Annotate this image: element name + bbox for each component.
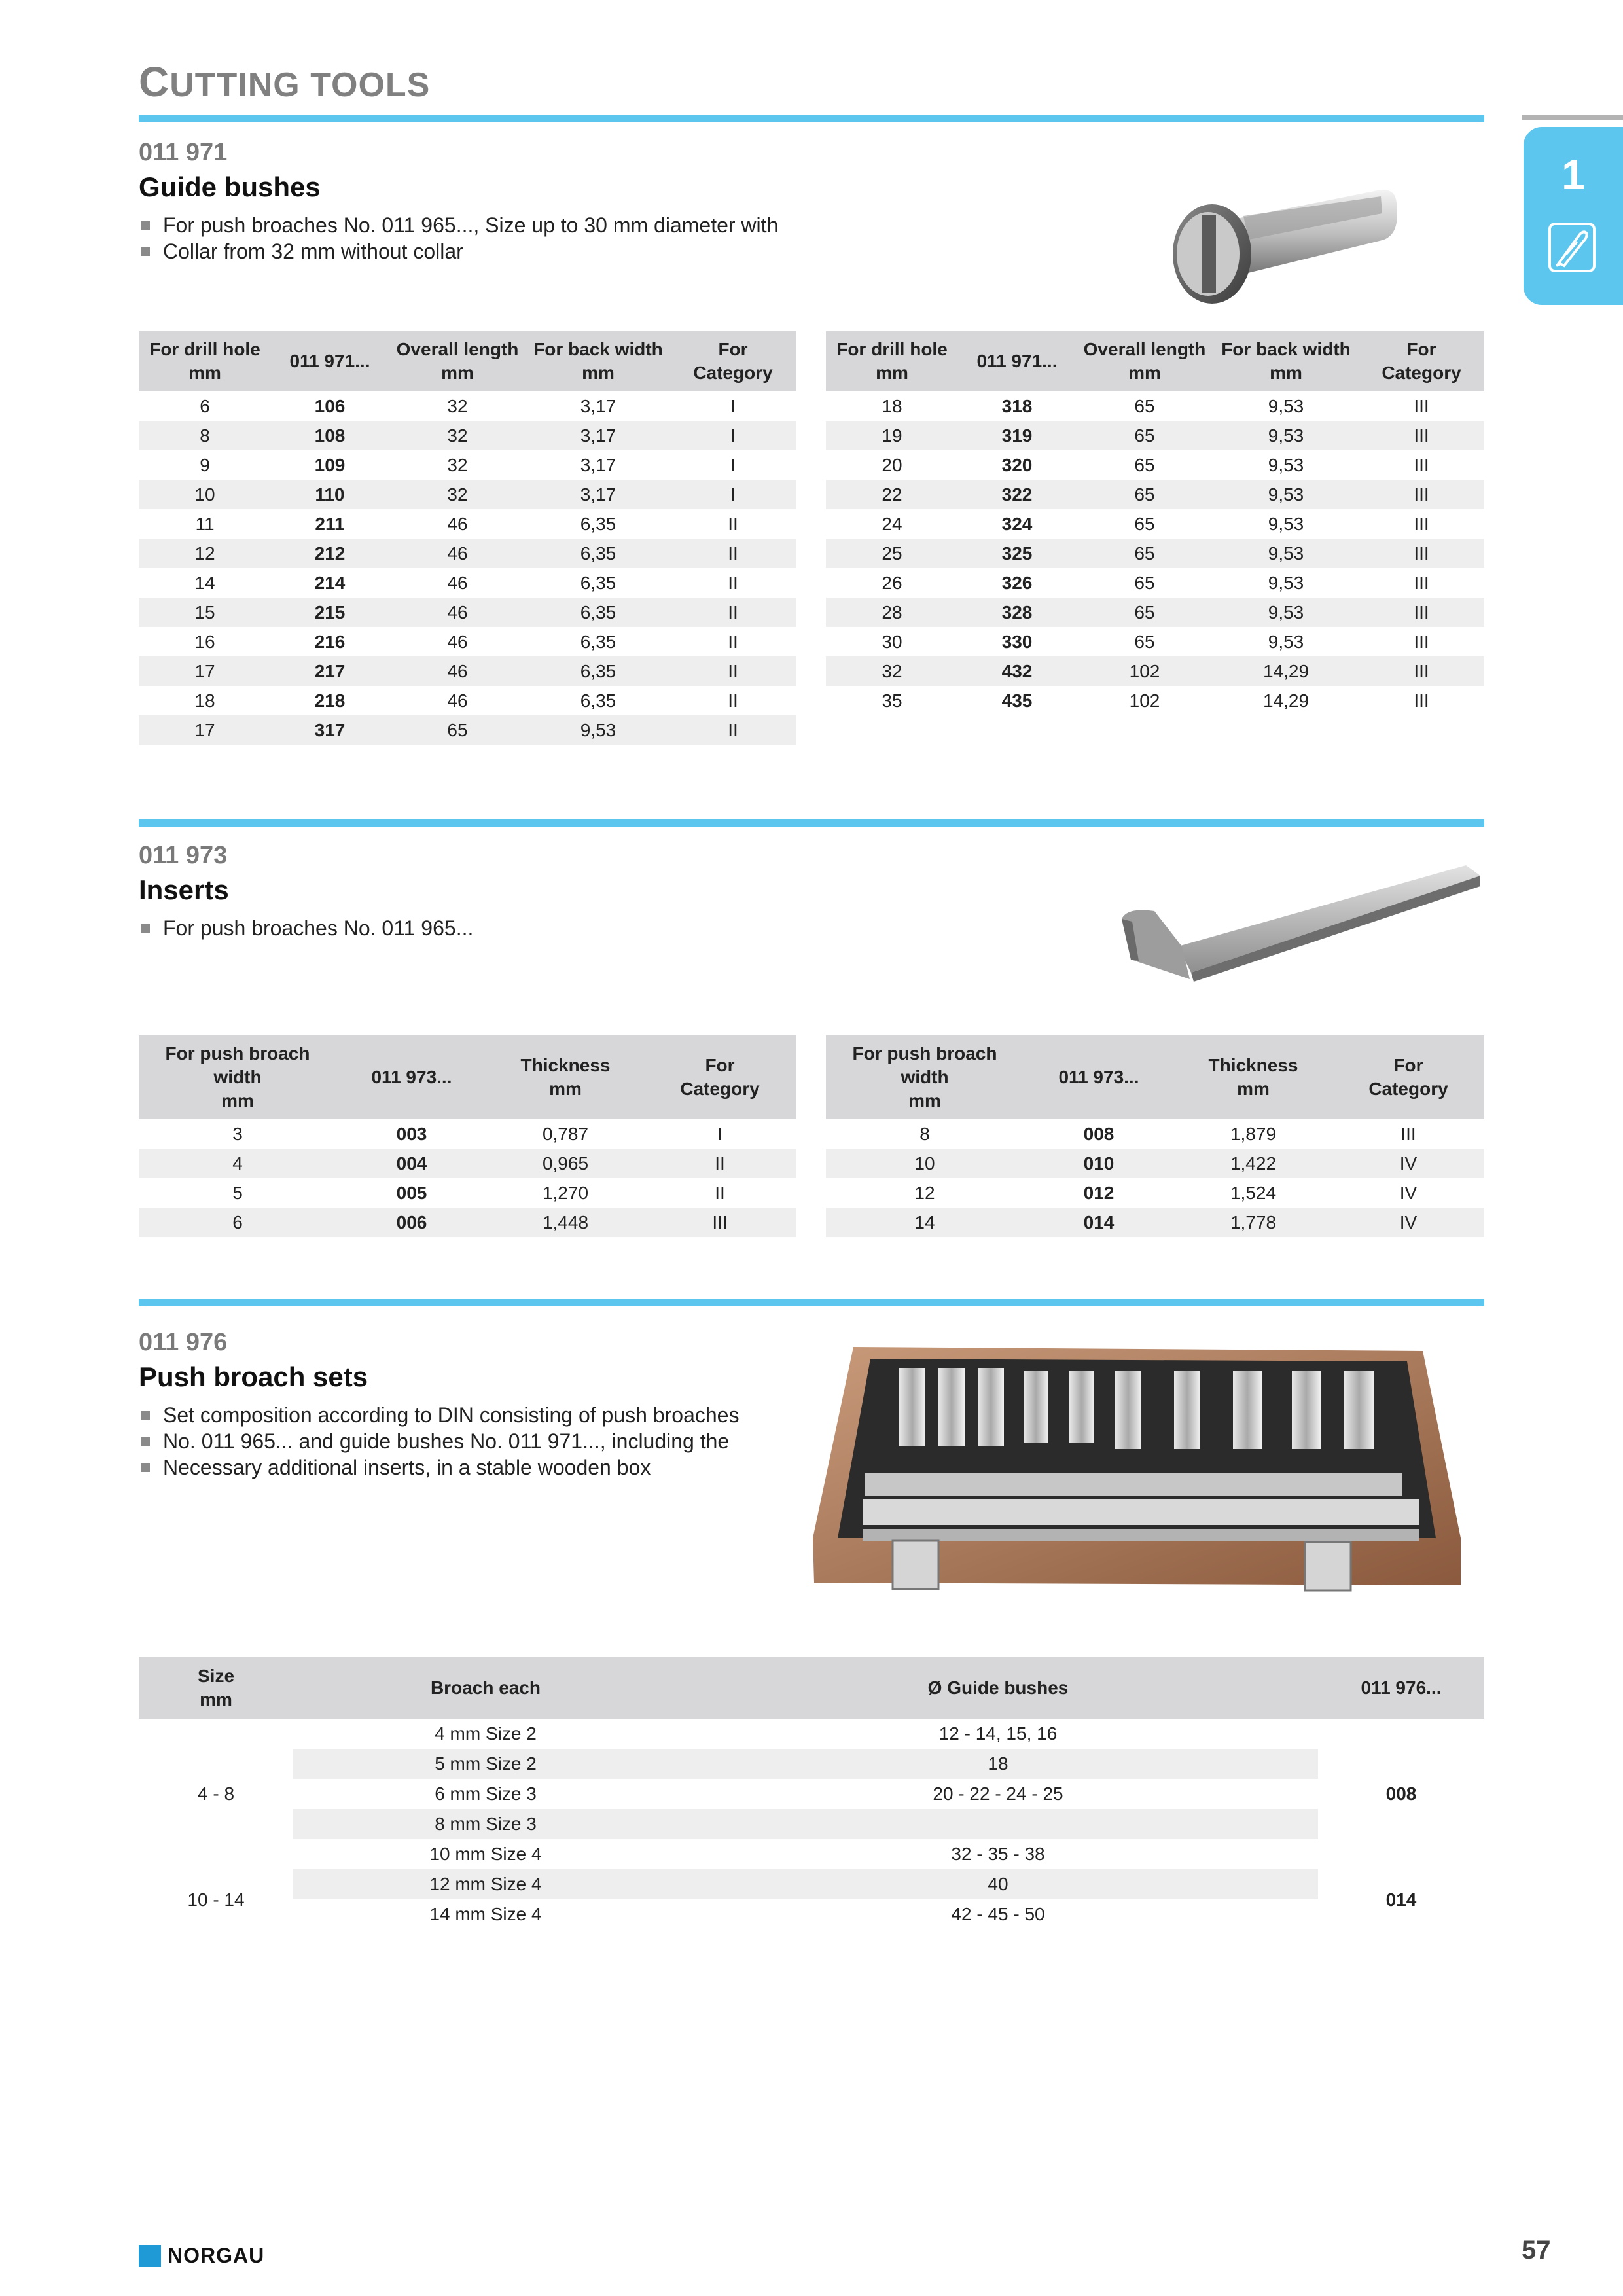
table-cell: 32 (447, 395, 468, 416)
table-header-row (139, 331, 796, 391)
table-cell: 3,17 (526, 421, 670, 450)
table-cell: II (728, 631, 738, 652)
broach-each-cell: 10 mm Size 4 (429, 1844, 542, 1864)
brand-name: NORGAU (168, 2244, 265, 2267)
table-header-row (826, 1035, 1484, 1119)
table-cell: 20 (882, 454, 902, 475)
table-cell: 110 (271, 480, 389, 509)
table-cell: 435 (1001, 690, 1033, 711)
table-cell: 14,29 (1213, 656, 1359, 686)
table-cell: 9 (200, 454, 210, 475)
column-header: 011 973... (336, 1035, 487, 1119)
section2-name: Inserts (139, 874, 229, 905)
table-cell: IV (1332, 1149, 1484, 1178)
table-cell: 46 (389, 656, 526, 686)
column-header: Overall length mm (389, 331, 526, 391)
table-row (139, 1149, 796, 1178)
table-cell: 6,35 (580, 572, 616, 593)
table-cell: 46 (447, 690, 468, 711)
brand-square-icon (139, 2245, 161, 2267)
bullet-item: For push broaches No. 011 965..., Size up to 30 mm diameter with (141, 212, 778, 238)
table-cell: 8 (919, 1123, 930, 1144)
chapter-number: 1 (1561, 151, 1585, 198)
table-cell: 014 (1024, 1208, 1174, 1237)
table-cell: 65 (1134, 513, 1155, 534)
table-cell: 102 (1076, 656, 1213, 686)
broach-each-cell: 6 mm Size 3 (435, 1784, 537, 1804)
table-cell: 215 (271, 598, 389, 627)
bullet-square-icon (141, 924, 150, 933)
table-row (139, 715, 796, 745)
section1-bullets (141, 212, 778, 264)
page-title: CUTTING TOOLS (139, 58, 431, 105)
table-cell: 005 (396, 1182, 427, 1203)
bullet-square-icon (141, 247, 150, 256)
table-cell: III (1359, 656, 1484, 686)
table-cell: 46 (447, 513, 468, 534)
table-row (293, 1899, 1318, 1929)
column-header: 011 971... (958, 331, 1076, 391)
table-cell: I (670, 480, 796, 509)
section1-name: Guide bushes (139, 171, 321, 202)
table-cell: 318 (1001, 395, 1033, 416)
table-cell: 11 (195, 513, 215, 534)
table-cell: III (1359, 598, 1484, 627)
table-cell: 10 (826, 1149, 1024, 1178)
table-row (139, 656, 796, 686)
table-cell: 3 (232, 1123, 243, 1144)
table-cell: 328 (958, 598, 1076, 627)
column-header: Thickness mm (487, 1035, 644, 1119)
table-cell: 004 (336, 1149, 487, 1178)
table-cell: 3,17 (580, 454, 616, 475)
table-cell: 17 (139, 715, 271, 745)
table-cell: 3,17 (580, 395, 616, 416)
table-cell: 322 (958, 480, 1076, 509)
column-header: For Category (1332, 1035, 1484, 1119)
table-cell: 17 (139, 656, 271, 686)
table-cell: 108 (271, 421, 389, 450)
table-cell: III (1414, 631, 1429, 652)
table-cell: 003 (396, 1123, 427, 1144)
column-header: For push broach width mm (139, 1035, 336, 1119)
table-row (139, 568, 796, 598)
table-cell: 65 (1134, 395, 1155, 416)
bullet-square-icon (141, 1437, 150, 1446)
table-cell: 6,35 (526, 656, 670, 686)
side-tab-rule (1522, 115, 1623, 120)
table-cell: 46 (389, 539, 526, 568)
section3-name: Push broach sets (139, 1361, 368, 1392)
guide-bushes-cell: 40 (988, 1874, 1008, 1894)
table-cell: I (670, 421, 796, 450)
table-cell: III (1400, 1123, 1416, 1144)
table-cell: 432 (958, 656, 1076, 686)
table-cell: 32 (447, 454, 468, 475)
table-cell: IV (1399, 1182, 1418, 1203)
table-cell: 216 (314, 631, 346, 652)
bullet-square-icon (141, 1411, 150, 1420)
wooden-box-set-image (808, 1342, 1462, 1600)
page-number: 57 (1522, 2236, 1551, 2265)
table-cell: III (1414, 395, 1429, 416)
table-cell: 218 (314, 690, 346, 711)
table-cell: 325 (958, 539, 1076, 568)
table-cell: 65 (1134, 454, 1155, 475)
column-header: For back width mm (526, 331, 670, 391)
table-row (139, 686, 796, 715)
table-row (826, 509, 1484, 539)
table-cell: 65 (389, 715, 526, 745)
table-cell: 1,879 (1230, 1123, 1277, 1144)
table-row (826, 656, 1484, 686)
table-cell: 65 (1134, 572, 1155, 593)
table-cell: 217 (271, 656, 389, 686)
section3-rule (139, 1299, 1484, 1306)
section3-code: 011 976 (139, 1329, 228, 1356)
table-cell: 0,965 (487, 1149, 644, 1178)
table-cell: 006 (336, 1208, 487, 1237)
table-cell: 319 (958, 421, 1076, 450)
inserts-table-right (826, 1035, 1484, 1237)
table-cell: 211 (315, 513, 345, 534)
set-code-008: 008 (1385, 1784, 1417, 1804)
section3-bullets (141, 1402, 739, 1480)
table-cell: II (728, 690, 738, 711)
bullet-item: For push broaches No. 011 965... (141, 915, 473, 941)
bullet-item: Collar from 32 mm without collar (141, 238, 778, 264)
table-cell: 19 (826, 421, 958, 450)
table-header-row (826, 331, 1484, 391)
table-cell: 6,35 (526, 598, 670, 627)
table-cell: 1,422 (1174, 1149, 1332, 1178)
table-cell: II (670, 539, 796, 568)
table-cell: 012 (1083, 1182, 1115, 1203)
table-row (139, 391, 796, 421)
table-cell: 008 (1083, 1123, 1115, 1144)
column-header: For Category (1359, 331, 1484, 391)
table-cell: 18 (882, 395, 902, 416)
table-cell: II (728, 572, 738, 593)
table-row (139, 539, 796, 568)
table-cell: 9,53 (1213, 598, 1359, 627)
table-cell: III (1414, 454, 1429, 475)
header-guide-bushes: Ø Guide bushes (927, 1677, 1069, 1698)
table-cell: 9,53 (1268, 513, 1304, 534)
table-cell: 46 (447, 631, 468, 652)
broach-each-cell: 4 mm Size 2 (435, 1723, 537, 1744)
table-cell: 3,17 (526, 480, 670, 509)
column-header: Thickness mm (1174, 1035, 1332, 1119)
broach-each-cell: 5 mm Size 2 (435, 1753, 537, 1774)
header-set-code: 011 976... (1361, 1677, 1442, 1698)
table-row (139, 421, 796, 450)
table-cell: 12 (139, 539, 271, 568)
table-cell: II (670, 598, 796, 627)
guide-bushes-cell: 12 - 14, 15, 16 (938, 1723, 1058, 1744)
table-cell: 5 (232, 1182, 243, 1203)
set-size-10-14: 10 - 14 (187, 1890, 245, 1910)
table-row (826, 1149, 1484, 1178)
table-cell: 35 (882, 690, 902, 711)
table-cell: 6,35 (526, 539, 670, 568)
header-rule (139, 115, 1484, 122)
table-cell: 9,53 (1268, 454, 1304, 475)
table-cell: 9,53 (1213, 480, 1359, 509)
column-header: 011 971... (271, 331, 389, 391)
table-cell: 65 (1076, 539, 1213, 568)
table-row (826, 627, 1484, 656)
table-cell: I (730, 454, 736, 475)
table-row (139, 480, 796, 509)
table-cell: 9,53 (1213, 539, 1359, 568)
table-cell: 25 (826, 539, 958, 568)
table-cell: 10 (139, 480, 271, 509)
insert-image (1113, 848, 1486, 1002)
broach-each-cell: 12 mm Size 4 (429, 1874, 542, 1894)
table-cell: 0,787 (542, 1123, 589, 1144)
table-cell: 9,53 (1268, 631, 1304, 652)
table-cell: 65 (1134, 631, 1155, 652)
table-cell: 46 (389, 598, 526, 627)
table-cell: 1,778 (1174, 1208, 1332, 1237)
table-cell: 4 (139, 1149, 336, 1178)
table-cell: 212 (271, 539, 389, 568)
column-header: For back width mm (1213, 331, 1359, 391)
table-cell: 010 (1024, 1149, 1174, 1178)
table-cell: 65 (1076, 598, 1213, 627)
table-row (826, 1208, 1484, 1237)
table-row (293, 1719, 1318, 1749)
column-header: For Category (644, 1035, 796, 1119)
table-cell: 106 (314, 395, 346, 416)
bullet-item: Set composition according to DIN consisting of push broaches (141, 1402, 739, 1428)
table-cell: 46 (447, 572, 468, 593)
table-cell: 214 (314, 572, 346, 593)
table-header-row (139, 1035, 796, 1119)
table-row (826, 1119, 1484, 1149)
inserts-table-left (139, 1035, 796, 1237)
guide-bushes-cell: 18 (988, 1753, 1008, 1774)
drill-icon (1548, 223, 1596, 272)
table-cell: I (717, 1123, 722, 1144)
table-row (139, 627, 796, 656)
guide-bush-image (1165, 177, 1407, 311)
table-cell: 109 (314, 454, 346, 475)
table-cell: IV (1332, 1208, 1484, 1237)
column-header: For drill hole mm (826, 331, 958, 391)
table-row (826, 686, 1484, 715)
table-row (826, 539, 1484, 568)
table-cell: III (1359, 539, 1484, 568)
table-row (139, 509, 796, 539)
table-cell: 32 (389, 421, 526, 450)
table-row (139, 1119, 796, 1149)
table-cell: 32 (826, 656, 958, 686)
table-row (826, 391, 1484, 421)
table-row (139, 1208, 796, 1237)
table-row (293, 1839, 1318, 1869)
table-cell: 102 (1129, 690, 1160, 711)
guide-bushes-table-right (826, 331, 1484, 715)
table-row (293, 1809, 1318, 1839)
table-row (139, 450, 796, 480)
guide-bushes-table-left (139, 331, 796, 745)
set-size-4-8: 4 - 8 (197, 1784, 235, 1804)
table-cell: III (1359, 480, 1484, 509)
table-cell: 9,53 (1268, 572, 1304, 593)
table-cell: 28 (826, 598, 958, 627)
table-cell: 326 (1001, 572, 1033, 593)
header-size: Size mm (197, 1666, 235, 1710)
table-cell: 14,29 (1262, 690, 1310, 711)
table-cell: II (670, 656, 796, 686)
guide-bushes-cell: 32 - 35 - 38 (951, 1844, 1045, 1864)
table-cell: 6,35 (580, 690, 616, 711)
table-cell: II (728, 513, 738, 534)
table-cell: 9,53 (526, 715, 670, 745)
table-cell: 14 (194, 572, 215, 593)
table-row (293, 1779, 1318, 1809)
table-cell: III (1414, 690, 1429, 711)
table-cell: 65 (1076, 480, 1213, 509)
table-cell: 8 (139, 421, 271, 450)
section2-code: 011 973 (139, 842, 228, 869)
table-cell: 6,35 (580, 513, 616, 534)
column-header: For drill hole mm (139, 331, 271, 391)
table-cell: 320 (1001, 454, 1033, 475)
section2-bullets (141, 915, 473, 941)
table-cell: 26 (882, 572, 902, 593)
table-cell: I (730, 395, 736, 416)
table-cell: 330 (1001, 631, 1033, 652)
table-cell: 6 (200, 395, 210, 416)
table-cell: 6 (139, 1208, 336, 1237)
brand-logo (139, 2244, 264, 2268)
table-cell: 9,53 (1268, 395, 1304, 416)
table-cell: II (715, 1182, 725, 1203)
table-cell: 324 (1001, 513, 1033, 534)
table-cell: 22 (826, 480, 958, 509)
table-row (139, 598, 796, 627)
table-cell: 1,270 (542, 1182, 589, 1203)
table-cell: 30 (882, 631, 902, 652)
guide-bushes-cell: 20 - 22 - 24 - 25 (933, 1784, 1063, 1804)
table-cell: 24 (882, 513, 902, 534)
table-cell: 9,53 (1213, 421, 1359, 450)
table-row (826, 598, 1484, 627)
table-cell: 18 (194, 690, 215, 711)
broach-each-cell: 8 mm Size 3 (435, 1814, 537, 1834)
table-row (826, 450, 1484, 480)
table-cell: 12 (914, 1182, 935, 1203)
column-header: For Category (670, 331, 796, 391)
table-row (826, 421, 1484, 450)
table-cell: III (1414, 572, 1429, 593)
table-cell: 16 (194, 631, 215, 652)
table-row (139, 1178, 796, 1208)
guide-bushes-cell (678, 1809, 1318, 1839)
table-cell: II (670, 715, 796, 745)
table-cell: 14 (826, 1208, 1024, 1237)
table-row (293, 1869, 1318, 1899)
section2-rule (139, 819, 1484, 827)
table-row (826, 480, 1484, 509)
column-header: Overall length mm (1076, 331, 1213, 391)
table-row (293, 1749, 1318, 1779)
table-cell: 15 (139, 598, 271, 627)
table-cell: 317 (271, 715, 389, 745)
table-cell: 6,35 (580, 631, 616, 652)
table-row (826, 1178, 1484, 1208)
table-cell: 65 (1076, 421, 1213, 450)
bullet-item: Necessary additional inserts, in a stable wooden box (141, 1454, 739, 1480)
guide-bushes-cell: 42 - 45 - 50 (951, 1904, 1045, 1924)
broach-each-cell: 14 mm Size 4 (429, 1904, 542, 1924)
table-cell: III (644, 1208, 796, 1237)
table-cell: III (1359, 421, 1484, 450)
table-cell: 1,524 (1230, 1182, 1277, 1203)
table-row (826, 568, 1484, 598)
bullet-square-icon (141, 1463, 150, 1472)
bullet-item: No. 011 965... and guide bushes No. 011 971..., including the (141, 1428, 739, 1454)
table-cell: 1,448 (487, 1208, 644, 1237)
set-code-014: 014 (1385, 1890, 1417, 1910)
header-broach-each: Broach each (430, 1677, 541, 1698)
column-header: 011 973... (1024, 1035, 1174, 1119)
column-header: For push broach width mm (826, 1035, 1024, 1119)
section1-code: 011 971 (139, 139, 228, 166)
table-cell: 32 (389, 480, 526, 509)
bullet-square-icon (141, 221, 150, 230)
table-cell: III (1414, 513, 1429, 534)
table-cell: II (644, 1149, 796, 1178)
